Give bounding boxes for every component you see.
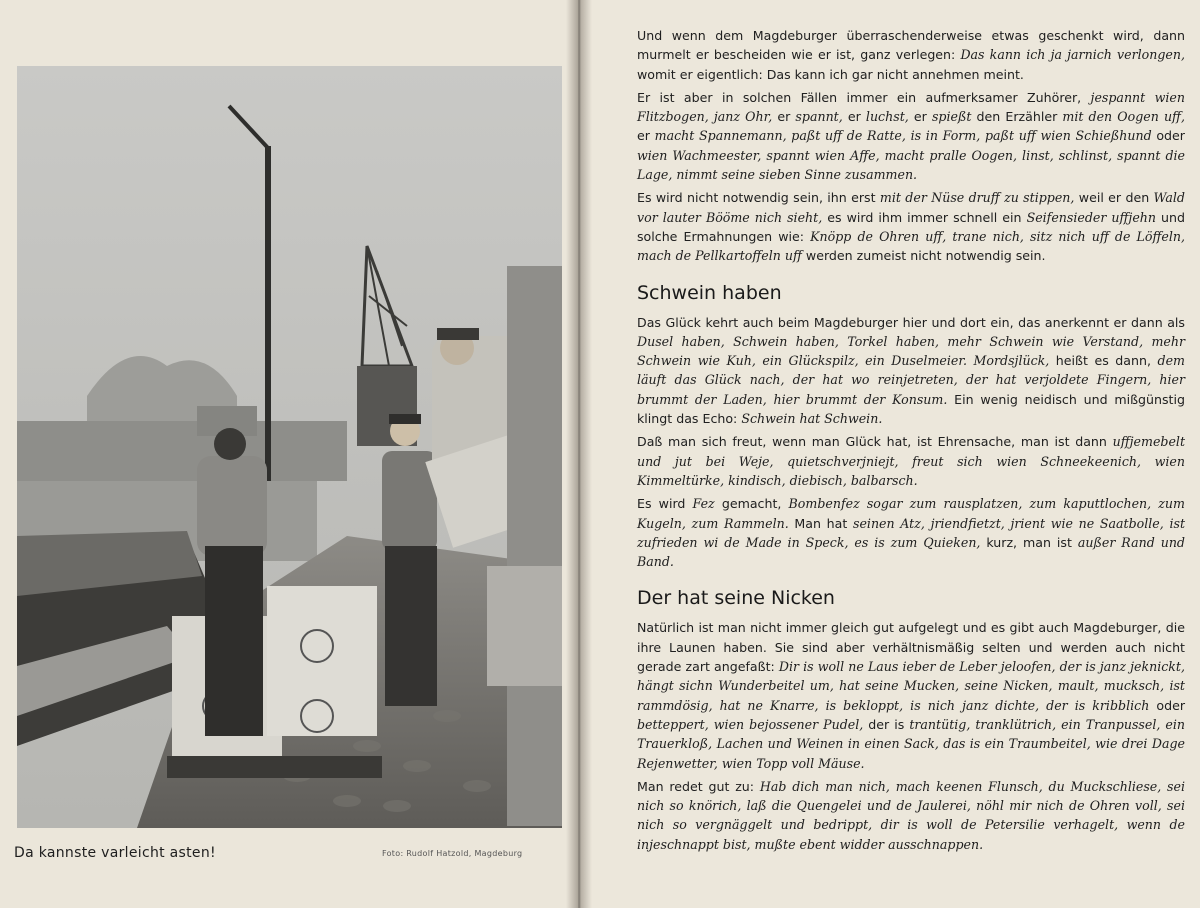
dialect-phrase: Das kann ich ja jarnich verlongen, (960, 47, 1185, 63)
photo-caption: Da kannste varleicht asten! (14, 845, 216, 861)
text-run: Er ist aber in solchen Fällen immer ein aufmerksamer Zuhörer, (637, 89, 1091, 105)
text-run: heißt es dann, (1049, 353, 1158, 369)
book-gutter (566, 0, 592, 908)
dialect-phrase: Hab dich man nich, mach keenen Flunsch, du Muckschliese, sei nich so knörich, laß die Quengelei und de Jaulerei, nöhl mir nich de Ohren voll, sei nich so vergnäggelt und bedrippt, dir is woll de Petersilie verhagelt, wenn de injeschnappt bist, mußte ebent widder ausschnappen. (637, 778, 1186, 852)
text-run: Es wird nicht notwendig sein, ihn erst (637, 190, 880, 206)
paragraph (637, 88, 1185, 184)
paragraph (637, 777, 1185, 854)
dialect-phrase: betteppert, wien bejossener Pudel, (637, 716, 864, 732)
text-run: Man hat (788, 515, 853, 531)
photo-dock-workers (17, 66, 562, 828)
dialect-phrase: wien Wachmeester, spannt wien Affe, macht pralle Oogen, linst, schlinst, spannt die Lage, nimmt seine sieben Sinne zusammen. (637, 147, 1185, 183)
section-heading: Der hat seine Nicken (637, 587, 835, 610)
left-page (0, 0, 578, 908)
dialect-phrase: mit der Nüse druff zu stippen, (879, 190, 1075, 206)
text-run: Man redet gut zu: (637, 778, 760, 794)
dialect-phrase: mit den Oogen uff, (1062, 109, 1185, 125)
text-run: und solche Ermahnungen wie: (637, 209, 1185, 244)
dialect-phrase: uffjemebelt und jut bei Weje, quietschverjniejt, freut sich wien Schneekeenich, wien Kimmeltürke, kindisch, diebisch, balbarsch. (637, 434, 1185, 488)
dialect-phrase: dem läuft das Glück nach, der hat wo reinjetreten, der hat verjoldete Fingern, hier brummt der Laden, hier brummt der Konsum. (637, 353, 1185, 407)
text-run: Ein wenig neidisch und mißgünstig klingt das Echo: (637, 391, 1185, 427)
text-run: oder (1151, 128, 1185, 144)
section-heading: Schwein haben (637, 281, 782, 304)
dialect-phrase: macht Spannemann, paßt uff de Ratte, is in Form, paßt uff wien Schießhund (654, 128, 1152, 144)
paragraph (637, 26, 1185, 84)
text-run: es wird ihm immer schnell ein (822, 209, 1027, 225)
text-run: er (637, 128, 655, 144)
section-schwein-haben (637, 313, 1185, 572)
text-run: er (908, 109, 932, 125)
dialect-phrase: Wald vor lauter Bööme nich sieht, (637, 190, 1185, 225)
section-nicken (637, 618, 1185, 854)
dialect-phrase: Fez (692, 496, 715, 512)
paragraph (637, 432, 1185, 490)
photo-credit: Foto: Rudolf Hatzold, Magdeburg (382, 849, 523, 858)
text-run: den Erzähler (971, 109, 1063, 125)
text-run: Natürlich ist man nicht immer gleich gut aufgelegt und es gibt auch Magdeburger, die ihre Launen haben. Sie sind aber verhältnismäßig selten und werden auch nicht gerade zart angefaßt: (637, 620, 1185, 675)
text-run: Und wenn dem Magdeburger überraschenderweise etwas geschenkt wird, dann murmelt er bescheiden wie er ist, ganz verlegen: (637, 28, 1185, 63)
dialect-phrase: seinen Atz, jriendfietzt, jrient wie ne Saatbolle, ist zufrieden wi de Made in Speck, es is zum Quieken, (637, 515, 1186, 550)
text-run: weil er den (1074, 190, 1154, 206)
text-run: kurz, man ist (980, 534, 1078, 550)
dialect-phrase: trantütig, tranklütrich, ein Tranpussel, ein Trauerkloß, Lachen und Weinen in einen Sack, das is ein Traumbeitel, wie drei Dage Rejenwetter, wien Topp voll Mäuse. (637, 716, 1185, 771)
dialect-phrase: Knöpp de Ohren uff, trane nich, sitz nich uff de Löffeln, mach de Pellkartoffeln uff (637, 228, 1185, 264)
dialect-phrase: Schwein hat Schwein. (741, 411, 883, 427)
text-run: er (842, 109, 866, 125)
dialect-phrase: spannt, (795, 109, 843, 125)
text-run: oder (1149, 697, 1185, 713)
paragraph (637, 188, 1185, 265)
text-run: womit er eigentlich: Das kann ich gar nicht annehmen meint. (637, 66, 1024, 82)
dialect-phrase: spießt (931, 109, 972, 125)
dialect-phrase: jespannt wien Flitzbogen, janz Ohr, (637, 89, 1185, 125)
dialect-phrase: Dusel haben, Schwein haben, Torkel haben, mehr Schwein wie Verstand, mehr Schwein wie Kuh, ein Glückspilz, ein Duselmeier. Mordsjlück, (637, 333, 1185, 369)
intro-section (637, 26, 1185, 266)
right-page-text (637, 26, 1185, 858)
paragraph (637, 618, 1185, 772)
text-run: Das Glück kehrt auch beim Magdeburger hier und dort ein, das anerkennt er dann als (637, 314, 1185, 330)
paragraph (637, 313, 1185, 429)
dialect-phrase: Seifensieder uffjehn (1026, 209, 1157, 225)
text-run: er (772, 109, 796, 125)
dialect-phrase: luchst, (865, 109, 909, 125)
dialect-phrase: außer Rand und Band. (637, 534, 1185, 570)
text-run: der is (863, 716, 910, 732)
dialect-phrase: Bombenfez sogar zum rausplatzen, zum kaputtlochen, zum Kugeln, zum Rammeln. (637, 496, 1185, 531)
text-run: Es wird (637, 496, 693, 512)
text-run: Daß man sich freut, wenn man Glück hat, ist Ehrensache, man ist dann (637, 434, 1113, 450)
text-run: gemacht, (714, 496, 789, 512)
paragraph (637, 494, 1185, 571)
dialect-phrase: Dir is woll ne Laus ieber de Leber jeloofen, der is janz jeknickt, hängt sichn Wunderbeitel um, hat seine Mucken, seine Nicken, mault, mucksch, ist rammdösig, hat ne Knarre, is bekloppt, is nich janz dichte, der is kribblich (637, 659, 1185, 713)
text-run: werden zumeist nicht notwendig sein. (801, 248, 1046, 264)
